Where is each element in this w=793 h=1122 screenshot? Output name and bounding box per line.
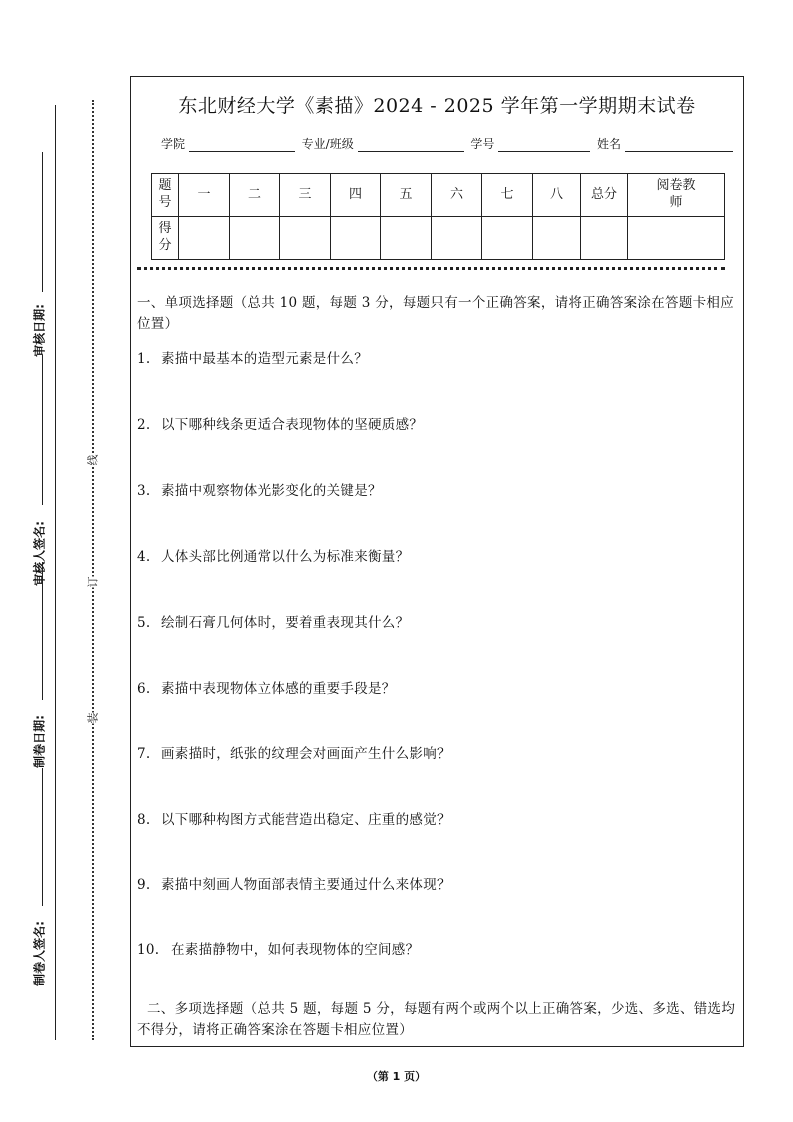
score-cell[interactable] xyxy=(381,217,432,260)
question-item xyxy=(137,873,451,893)
score-row-header: 得分 xyxy=(152,217,179,260)
name-label: 姓名 xyxy=(597,137,622,151)
question-text: 素描中刻画人物面部表情主要通过什么来体现？ xyxy=(161,877,451,893)
question-item xyxy=(137,808,451,828)
question-number: 3. xyxy=(137,483,151,499)
prep-date-label: 制卷日期: xyxy=(32,715,47,768)
column-header: 一 xyxy=(179,174,230,217)
reviewer-sign-line xyxy=(42,355,43,505)
reviewer-sign-label: 审核人签名: xyxy=(32,521,47,586)
column-header: 五 xyxy=(381,174,432,217)
column-header: 三 xyxy=(280,174,331,217)
question-number: 1. xyxy=(137,351,151,367)
score-cell[interactable] xyxy=(482,217,533,260)
question-number: 5. xyxy=(137,615,151,631)
college-label: 学院 xyxy=(161,137,186,151)
name-field[interactable] xyxy=(625,137,733,152)
question-text: 在素描静物中，如何表现物体的空间感？ xyxy=(171,942,420,958)
score-cell[interactable] xyxy=(628,217,725,260)
prep-sign-label: 制卷人签名: xyxy=(32,921,47,986)
question-text: 以下哪种构图方式能营造出稳定、庄重的感觉？ xyxy=(161,812,451,828)
seal-char: 装 xyxy=(83,713,103,724)
question-text: 绘制石膏几何体时，要着重表现其什么？ xyxy=(161,615,410,631)
column-header: 四 xyxy=(331,174,381,217)
score-cell[interactable] xyxy=(331,217,381,260)
student-info-row xyxy=(161,135,736,152)
exam-frame xyxy=(130,76,744,1047)
question-text: 画素描时，纸张的纹理会对画面产生什么影响？ xyxy=(161,746,451,762)
major-field[interactable] xyxy=(358,137,464,152)
question-item xyxy=(137,611,409,631)
bind-char: 订 xyxy=(83,577,103,588)
column-header: 六 xyxy=(432,174,482,217)
question-number: 7. xyxy=(137,746,151,762)
question-text: 素描中最基本的造型元素是什么？ xyxy=(161,351,368,367)
student-id-label: 学号 xyxy=(470,137,495,151)
question-item xyxy=(137,938,419,958)
question-item xyxy=(137,545,409,565)
reviewer-header: 阅卷教师 xyxy=(628,174,725,217)
review-date-line xyxy=(42,152,43,292)
question-text: 人体头部比例通常以什么为标准来衡量？ xyxy=(161,549,410,565)
score-cell[interactable] xyxy=(280,217,331,260)
prep-date-line xyxy=(42,562,43,700)
page-footer: （第 1 页） xyxy=(366,1070,427,1083)
margin-line-outer xyxy=(55,105,56,1040)
column-header: 二 xyxy=(230,174,280,217)
student-id-field[interactable] xyxy=(498,137,590,152)
section2-heading: 二、多项选择题（总共 5 题，每题 5 分，每题有两个或两个以上正确答案，少选、多选、错选均不得分，请将正确答案涂在答题卡相应位置） xyxy=(137,1001,736,1038)
college-field[interactable] xyxy=(189,137,295,152)
question-number: 9. xyxy=(137,877,151,893)
score-cell[interactable] xyxy=(432,217,482,260)
score-table xyxy=(151,173,725,260)
question-number: 4. xyxy=(137,549,151,565)
score-cell[interactable] xyxy=(533,217,581,260)
question-text: 素描中观察物体光影变化的关键是？ xyxy=(161,483,382,499)
question-item xyxy=(137,479,382,499)
column-header: 七 xyxy=(482,174,533,217)
exam-title: 东北财经大学《素描》2024 - 2025 学年第一学期期末试卷 xyxy=(178,95,696,117)
question-number: 2. xyxy=(137,417,151,433)
total-header: 总分 xyxy=(581,174,628,217)
line-char: 线 xyxy=(83,455,103,466)
question-item xyxy=(137,413,423,433)
question-number: 10. xyxy=(137,942,160,958)
question-text: 素描中表现物体立体感的重要手段是？ xyxy=(161,681,396,697)
score-cell[interactable] xyxy=(581,217,628,260)
section1-heading: 一、单项选择题（总共 10 题，每题 3 分，每题只有一个正确答案，请将正确答案涂在答题卡相应位置） xyxy=(137,295,735,332)
column-header: 八 xyxy=(533,174,581,217)
dotted-divider xyxy=(137,267,725,270)
question-item xyxy=(137,677,396,697)
review-date-label: 审核日期: xyxy=(32,304,47,357)
score-cell[interactable] xyxy=(179,217,230,260)
question-number: 8. xyxy=(137,812,151,828)
major-label: 专业/班级 xyxy=(301,137,354,151)
question-number-header: 题号 xyxy=(152,174,179,217)
score-cell[interactable] xyxy=(230,217,280,260)
question-item xyxy=(137,742,451,762)
question-item xyxy=(137,347,368,367)
binding-dotted-line xyxy=(92,100,94,1040)
question-number: 6. xyxy=(137,681,151,697)
question-text: 以下哪种线条更适合表现物体的坚硬质感？ xyxy=(161,417,424,433)
prep-sign-line xyxy=(42,768,43,906)
